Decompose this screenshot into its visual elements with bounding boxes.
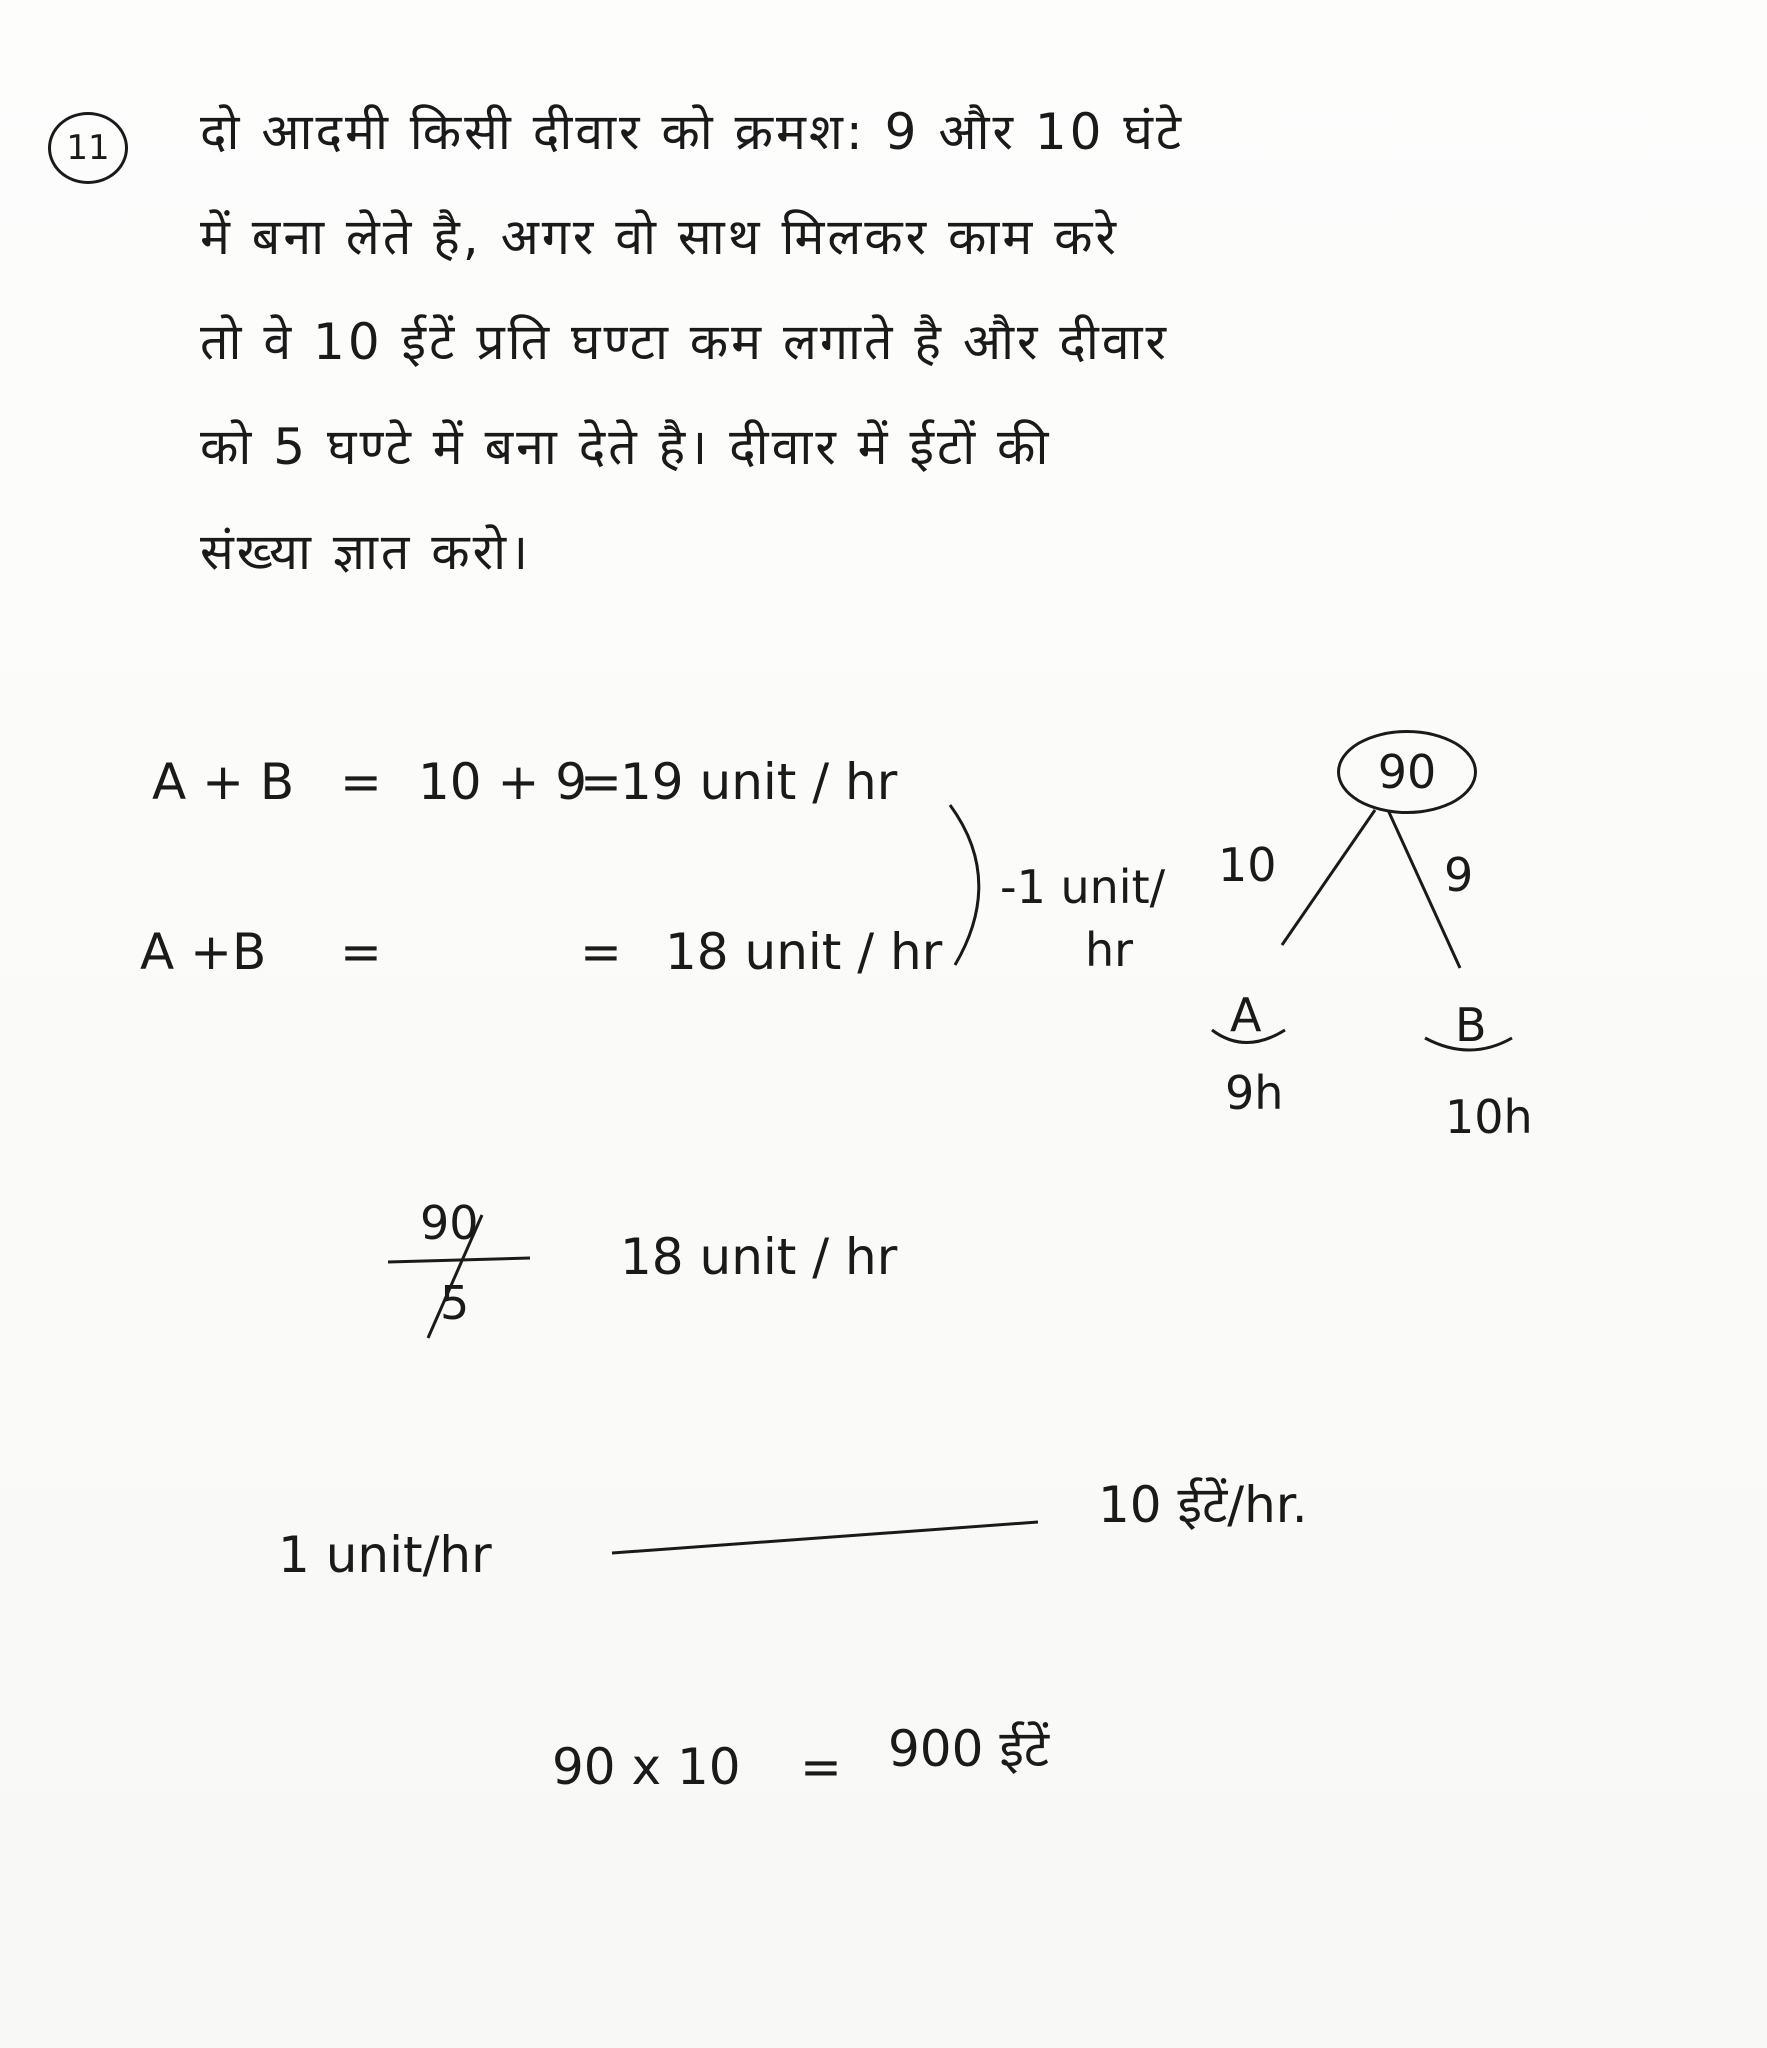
tree-root-value: 90 bbox=[1377, 745, 1437, 799]
tree-right-time: 10h bbox=[1445, 1090, 1533, 1144]
fraction-result: 18 unit / hr bbox=[620, 1228, 898, 1286]
tree-right-leaf: B bbox=[1455, 998, 1487, 1052]
line1-expression: 10 + 9 bbox=[418, 753, 588, 811]
tree-root-node bbox=[1337, 730, 1477, 814]
fraction-denominator: 5 bbox=[440, 1276, 470, 1330]
bracket-note-top: -1 unit/ bbox=[1000, 860, 1166, 914]
line2-equals-2: = bbox=[580, 923, 622, 981]
line1-result: 19 unit / hr bbox=[620, 753, 898, 811]
line1-lhs: A + B bbox=[152, 753, 295, 811]
line1-equals: = bbox=[340, 753, 382, 811]
question-line-2: में बना लेते है, अगर वो साथ मिलकर काम करे bbox=[200, 208, 1119, 266]
tree-left-edge bbox=[1282, 810, 1375, 945]
rate-right: 10 ईटें/hr. bbox=[1098, 1476, 1308, 1534]
right-bracket bbox=[950, 805, 979, 965]
question-number: 11 bbox=[66, 128, 110, 168]
final-expression: 90 x 10 bbox=[552, 1738, 741, 1796]
final-equals: = bbox=[800, 1738, 842, 1796]
final-answer: 900 ईटें bbox=[888, 1720, 1050, 1778]
question-line-4: को 5 घण्टे में बना देते है। दीवार में ईटों की bbox=[200, 418, 1052, 476]
question-line-1: दो आदमी किसी दीवार को क्रमश: 9 और 10 घंटे bbox=[200, 103, 1185, 161]
tree-left-edge-label: 10 bbox=[1218, 838, 1277, 892]
line2-lhs: A +B bbox=[140, 923, 267, 981]
tree-right-edge-label: 9 bbox=[1444, 848, 1474, 902]
fraction-numerator: 90 bbox=[420, 1196, 479, 1250]
fraction-bar bbox=[388, 1258, 530, 1262]
rate-connector-line bbox=[612, 1522, 1038, 1553]
line2-equals: = bbox=[340, 923, 382, 981]
bracket-note-bottom: hr bbox=[1085, 923, 1134, 977]
tree-left-leaf: A bbox=[1230, 988, 1262, 1042]
tree-left-time: 9h bbox=[1225, 1066, 1284, 1120]
rate-left: 1 unit/hr bbox=[278, 1526, 492, 1584]
question-line-3: तो वे 10 ईटें प्रति घण्टा कम लगाते है और दीवार bbox=[200, 313, 1170, 371]
line2-result: 18 unit / hr bbox=[665, 923, 943, 981]
line1-equals-2: = bbox=[580, 753, 622, 811]
question-line-5: संख्या ज्ञात करो। bbox=[200, 523, 532, 581]
